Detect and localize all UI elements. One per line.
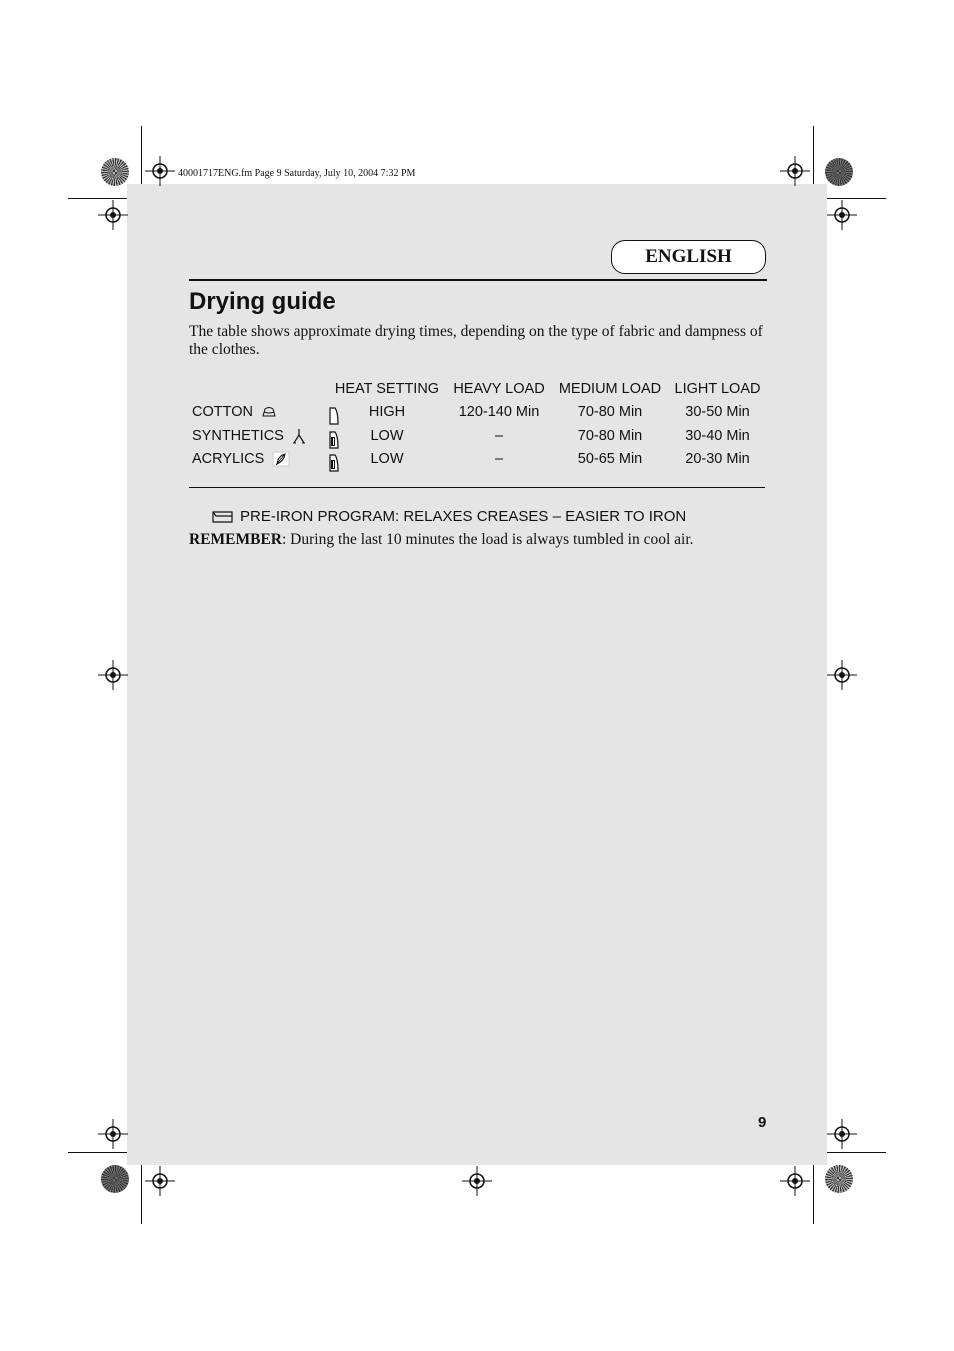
light-load-cell: 30-40 Min bbox=[685, 427, 750, 444]
crop-mark bbox=[68, 198, 127, 199]
heavy-load-cell: 120-140 Min bbox=[458, 404, 540, 421]
table-header-row bbox=[189, 377, 767, 401]
drying-table bbox=[189, 377, 767, 471]
crop-mark bbox=[813, 126, 814, 184]
registration-mark-icon bbox=[780, 156, 810, 186]
registration-mark-icon bbox=[827, 1119, 857, 1149]
table-row bbox=[189, 448, 767, 472]
light-load-cell: 20-30 Min bbox=[685, 451, 750, 468]
table-rule bbox=[189, 487, 765, 488]
registration-mark-icon bbox=[145, 1166, 175, 1196]
heat-cell bbox=[328, 424, 446, 448]
remember-text: : During the last 10 minutes the load is always tumbled in cool air. bbox=[282, 531, 694, 548]
registration-mark-icon bbox=[98, 200, 128, 230]
acrylics-care-icon bbox=[272, 451, 290, 467]
pre-iron-note bbox=[212, 508, 686, 525]
pre-iron-icon bbox=[212, 510, 234, 524]
fabric-cell bbox=[189, 424, 328, 448]
registration-mark-icon bbox=[98, 1119, 128, 1149]
crop-mark bbox=[141, 1165, 142, 1224]
heat-cell bbox=[328, 401, 446, 425]
page-title: Drying guide bbox=[189, 288, 336, 315]
high-heat-icon bbox=[328, 406, 340, 426]
fabric-cell bbox=[189, 401, 328, 425]
medium-load-cell: 50-65 Min bbox=[577, 451, 643, 468]
color-target-icon bbox=[825, 158, 853, 186]
crop-mark bbox=[827, 1152, 886, 1153]
page-number: 9 bbox=[758, 1114, 767, 1131]
header-heavy-load: HEAVY LOAD bbox=[453, 380, 545, 397]
intro-paragraph: The table shows approximate drying times, depending on the type of fabric and dampness of the clothes. bbox=[189, 323, 763, 358]
registration-mark-icon bbox=[827, 200, 857, 230]
crop-mark bbox=[827, 198, 886, 199]
heat-cell bbox=[328, 448, 446, 472]
heavy-load-cell: – bbox=[494, 451, 504, 468]
crop-mark bbox=[68, 1152, 127, 1153]
fabric-label: SYNTHETICS bbox=[192, 427, 284, 444]
heat-label: HIGH bbox=[368, 404, 406, 421]
color-target-icon bbox=[101, 1165, 129, 1193]
pre-iron-text: PRE-IRON PROGRAM: RELAXES CREASES – EASIER TO IRON bbox=[240, 508, 687, 525]
print-header: 40001717ENG.fm Page 9 Saturday, July 10, 2004 7:32 PM bbox=[178, 168, 416, 179]
color-target-icon bbox=[101, 158, 129, 186]
remember-note bbox=[189, 531, 694, 549]
header-rule bbox=[189, 279, 767, 281]
fabric-label: ACRYLICS bbox=[192, 451, 265, 468]
registration-mark-icon bbox=[827, 660, 857, 690]
header-light-load: LIGHT LOAD bbox=[674, 380, 761, 397]
registration-mark-icon bbox=[462, 1166, 492, 1196]
crop-mark bbox=[141, 126, 142, 184]
registration-mark-icon bbox=[780, 1166, 810, 1196]
registration-mark-icon bbox=[145, 156, 175, 186]
registration-mark-icon bbox=[98, 660, 128, 690]
medium-load-cell: 70-80 Min bbox=[577, 404, 643, 421]
synthetics-care-icon bbox=[292, 428, 306, 444]
crop-mark bbox=[813, 1165, 814, 1224]
fabric-label: COTTON bbox=[192, 404, 253, 421]
low-heat-icon bbox=[328, 430, 340, 450]
fabric-cell bbox=[189, 448, 328, 472]
remember-label: REMEMBER bbox=[189, 531, 282, 548]
header-fabric bbox=[189, 377, 328, 401]
language-tab: ENGLISH bbox=[611, 240, 766, 274]
table-row bbox=[189, 424, 767, 448]
heat-label: LOW bbox=[370, 427, 404, 444]
heat-label: LOW bbox=[370, 451, 404, 468]
heavy-load-cell: – bbox=[494, 427, 504, 444]
light-load-cell: 30-50 Min bbox=[685, 404, 750, 421]
header-heat-setting: HEAT SETTING bbox=[334, 380, 440, 397]
low-heat-icon bbox=[328, 453, 340, 473]
cotton-care-icon bbox=[261, 405, 277, 419]
table-row bbox=[189, 401, 767, 425]
header-medium-load: MEDIUM LOAD bbox=[558, 380, 662, 397]
color-target-icon bbox=[825, 1165, 853, 1193]
medium-load-cell: 70-80 Min bbox=[577, 427, 643, 444]
